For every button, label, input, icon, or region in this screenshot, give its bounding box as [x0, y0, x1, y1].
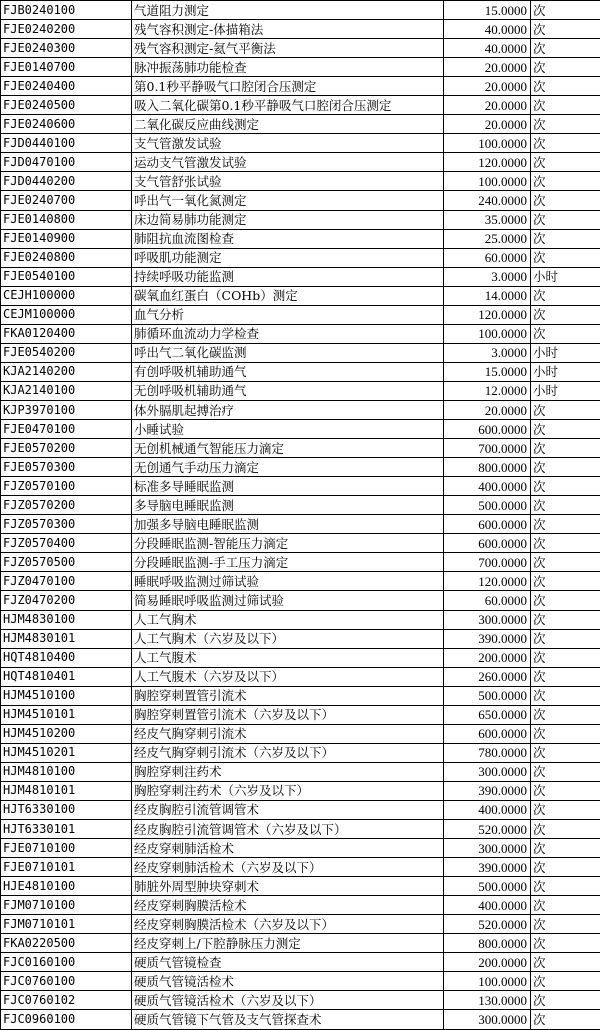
item-unit: 次 — [531, 877, 600, 896]
item-name: 硬质气管镜活检术 — [132, 972, 444, 991]
item-name: 胸腔穿刺置管引流术（六岁及以下） — [132, 705, 444, 724]
item-name: 经皮穿刺上/下腔静脉压力测定 — [132, 934, 444, 953]
item-price: 3.0000 — [444, 267, 531, 286]
item-unit: 次 — [531, 134, 600, 153]
item-unit: 次 — [531, 762, 600, 781]
table-row — [1, 58, 600, 77]
table-row — [1, 77, 600, 96]
item-price: 20.0000 — [444, 77, 531, 96]
item-name: 残气容积测定-氦气平衡法 — [132, 39, 444, 58]
item-code: FJC0760102 — [1, 991, 132, 1010]
item-code: FJM0710100 — [1, 896, 132, 915]
item-code: FJE0140900 — [1, 229, 132, 248]
item-code: KJA2140100 — [1, 381, 132, 400]
item-code: HJT6330101 — [1, 820, 132, 839]
item-unit: 次 — [531, 420, 600, 439]
item-name: 分段睡眠监测-手工压力滴定 — [132, 553, 444, 572]
item-price: 20.0000 — [444, 115, 531, 134]
item-price: 25.0000 — [444, 229, 531, 248]
table-row — [1, 362, 600, 381]
table-row — [1, 343, 600, 362]
table-row — [1, 115, 600, 134]
item-price: 300.0000 — [444, 839, 531, 858]
item-name: 经皮胸腔引流管调管术 — [132, 800, 444, 819]
item-code: FJE0470100 — [1, 420, 132, 439]
item-name: 加强多导脑电睡眠监测 — [132, 515, 444, 534]
table-row — [1, 629, 600, 648]
table-row — [1, 477, 600, 496]
item-price: 120.0000 — [444, 153, 531, 172]
item-name: 肺脏外周型肿块穿刺术 — [132, 877, 444, 896]
item-price: 120.0000 — [444, 305, 531, 324]
item-unit: 次 — [531, 915, 600, 934]
item-unit: 次 — [531, 115, 600, 134]
table-row — [1, 820, 600, 839]
item-name: 气道阻力测定 — [132, 1, 444, 20]
item-name: 经皮气胸穿刺引流术（六岁及以下） — [132, 743, 444, 762]
item-name: 硬质气管镜下气管及支气管探查术 — [132, 1010, 444, 1029]
item-price: 600.0000 — [444, 724, 531, 743]
item-name: 运动支气管激发试验 — [132, 153, 444, 172]
item-code: FJC0960100 — [1, 1010, 132, 1029]
item-unit: 次 — [531, 210, 600, 229]
item-price: 15.0000 — [444, 362, 531, 381]
item-unit: 次 — [531, 77, 600, 96]
table-row — [1, 286, 600, 305]
item-code: HQT4810401 — [1, 667, 132, 686]
item-code: FJE0240800 — [1, 248, 132, 267]
item-code: FJE0240300 — [1, 39, 132, 58]
table-row — [1, 800, 600, 819]
item-unit: 次 — [531, 96, 600, 115]
table-row — [1, 724, 600, 743]
item-name: 硬质气管镜活检术（六岁及以下） — [132, 991, 444, 1010]
item-name: 支气管激发试验 — [132, 134, 444, 153]
item-unit: 次 — [531, 58, 600, 77]
table-row — [1, 400, 600, 419]
item-name: 体外膈肌起搏治疗 — [132, 400, 444, 419]
item-price: 500.0000 — [444, 496, 531, 515]
item-unit: 次 — [531, 610, 600, 629]
item-name: 硬质气管镜检查 — [132, 953, 444, 972]
item-price: 100.0000 — [444, 172, 531, 191]
item-name: 简易睡眠呼吸监测过筛试验 — [132, 591, 444, 610]
item-price: 700.0000 — [444, 439, 531, 458]
item-unit: 次 — [531, 934, 600, 953]
item-code: FJE0710100 — [1, 839, 132, 858]
item-name: 经皮气胸穿刺引流术 — [132, 724, 444, 743]
item-price: 650.0000 — [444, 705, 531, 724]
item-name: 人工气腹术 — [132, 648, 444, 667]
item-name: 多导脑电睡眠监测 — [132, 496, 444, 515]
item-name: 胸腔穿刺注药术（六岁及以下） — [132, 781, 444, 800]
item-unit: 次 — [531, 800, 600, 819]
item-price: 200.0000 — [444, 953, 531, 972]
item-name: 无创通气手动压力滴定 — [132, 458, 444, 477]
item-price: 800.0000 — [444, 458, 531, 477]
item-name: 经皮穿刺胸膜活检术 — [132, 896, 444, 915]
item-unit: 次 — [531, 648, 600, 667]
item-name: 碳氧血红蛋白（COHb）测定 — [132, 286, 444, 305]
item-price: 390.0000 — [444, 781, 531, 800]
item-price: 40.0000 — [444, 39, 531, 58]
item-code: CEJH100000 — [1, 286, 132, 305]
item-unit: 次 — [531, 458, 600, 477]
item-unit: 次 — [531, 858, 600, 877]
item-price: 20.0000 — [444, 58, 531, 77]
table-row — [1, 877, 600, 896]
item-unit: 次 — [531, 1010, 600, 1029]
item-price: 60.0000 — [444, 248, 531, 267]
item-unit: 次 — [531, 743, 600, 762]
item-code: HJM4810101 — [1, 781, 132, 800]
item-code: HJM4810100 — [1, 762, 132, 781]
item-price: 780.0000 — [444, 743, 531, 762]
item-unit: 次 — [531, 153, 600, 172]
item-code: HJM4510101 — [1, 705, 132, 724]
item-unit: 次 — [531, 400, 600, 419]
table-row — [1, 972, 600, 991]
item-price: 60.0000 — [444, 591, 531, 610]
table-row — [1, 39, 600, 58]
item-code: FJZ0570400 — [1, 534, 132, 553]
item-name: 无创机械通气智能压力滴定 — [132, 439, 444, 458]
item-unit: 次 — [531, 172, 600, 191]
item-name: 支气管舒张试验 — [132, 172, 444, 191]
item-code: FJC0160100 — [1, 953, 132, 972]
item-code: FJZ0570100 — [1, 477, 132, 496]
item-code: KJP3970100 — [1, 400, 132, 419]
table-row — [1, 172, 600, 191]
item-name: 床边简易肺功能测定 — [132, 210, 444, 229]
item-unit: 次 — [531, 534, 600, 553]
item-code: FJE0240700 — [1, 191, 132, 210]
item-unit: 次 — [531, 191, 600, 210]
item-price: 300.0000 — [444, 762, 531, 781]
table-row — [1, 915, 600, 934]
item-unit: 次 — [531, 39, 600, 58]
item-code: FJZ0570500 — [1, 553, 132, 572]
item-unit: 小时 — [531, 381, 600, 400]
item-price: 600.0000 — [444, 515, 531, 534]
item-unit: 次 — [531, 820, 600, 839]
item-price: 300.0000 — [444, 1010, 531, 1029]
item-code: HQT4810400 — [1, 648, 132, 667]
item-code: FJE0540200 — [1, 343, 132, 362]
item-code: FKA0120400 — [1, 324, 132, 343]
item-unit: 次 — [531, 991, 600, 1010]
item-price: 260.0000 — [444, 667, 531, 686]
item-code: FJE0140800 — [1, 210, 132, 229]
item-unit: 次 — [531, 324, 600, 343]
fee-table-body — [1, 1, 600, 1030]
item-price: 520.0000 — [444, 915, 531, 934]
item-unit: 次 — [531, 286, 600, 305]
table-row — [1, 515, 600, 534]
item-name: 分段睡眠监测-智能压力滴定 — [132, 534, 444, 553]
item-unit: 次 — [531, 629, 600, 648]
table-row — [1, 420, 600, 439]
item-price: 40.0000 — [444, 20, 531, 39]
item-name: 脉冲振荡肺功能检查 — [132, 58, 444, 77]
item-name: 有创呼吸机辅助通气 — [132, 362, 444, 381]
item-unit: 次 — [531, 781, 600, 800]
item-price: 600.0000 — [444, 534, 531, 553]
table-row — [1, 743, 600, 762]
table-row — [1, 953, 600, 972]
item-price: 500.0000 — [444, 877, 531, 896]
table-row — [1, 610, 600, 629]
item-price: 15.0000 — [444, 1, 531, 20]
item-code: FJE0240600 — [1, 115, 132, 134]
item-name: 经皮胸腔引流管调管术（六岁及以下） — [132, 820, 444, 839]
item-unit: 次 — [531, 896, 600, 915]
item-code: FJE0240500 — [1, 96, 132, 115]
item-code: FJB0240100 — [1, 1, 132, 20]
item-name: 睡眠呼吸监测过筛试验 — [132, 572, 444, 591]
item-code: HJM4830100 — [1, 610, 132, 629]
item-name: 小睡试验 — [132, 420, 444, 439]
table-row — [1, 153, 600, 172]
item-price: 3.0000 — [444, 343, 531, 362]
table-row — [1, 305, 600, 324]
table-row — [1, 191, 600, 210]
item-unit: 次 — [531, 667, 600, 686]
item-price: 600.0000 — [444, 420, 531, 439]
item-price: 400.0000 — [444, 800, 531, 819]
item-code: FJC0760100 — [1, 972, 132, 991]
table-row — [1, 96, 600, 115]
item-unit: 次 — [531, 572, 600, 591]
table-row — [1, 381, 600, 400]
table-row — [1, 705, 600, 724]
table-row — [1, 896, 600, 915]
item-unit: 次 — [531, 515, 600, 534]
table-row — [1, 1010, 600, 1029]
item-unit: 次 — [531, 20, 600, 39]
item-price: 390.0000 — [444, 629, 531, 648]
table-row — [1, 667, 600, 686]
table-row — [1, 267, 600, 286]
item-code: FJZ0570200 — [1, 496, 132, 515]
item-code: FJE0240200 — [1, 20, 132, 39]
item-code: FJZ0470200 — [1, 591, 132, 610]
item-code: FJZ0570300 — [1, 515, 132, 534]
item-name: 人工气胸术 — [132, 610, 444, 629]
item-code: HJM4830101 — [1, 629, 132, 648]
table-row — [1, 648, 600, 667]
item-name: 无创呼吸机辅助通气 — [132, 381, 444, 400]
item-name: 肺循环血流动力学检查 — [132, 324, 444, 343]
table-row — [1, 134, 600, 153]
item-code: FJD0440100 — [1, 134, 132, 153]
item-price: 520.0000 — [444, 820, 531, 839]
item-code: FJE0540100 — [1, 267, 132, 286]
item-name: 经皮穿刺肺活检术（六岁及以下） — [132, 858, 444, 877]
item-name: 呼出气一氧化氮测定 — [132, 191, 444, 210]
item-name: 第0.1秒平静吸气口腔闭合压测定 — [132, 77, 444, 96]
item-unit: 次 — [531, 1, 600, 20]
table-row — [1, 229, 600, 248]
item-price: 400.0000 — [444, 477, 531, 496]
item-price: 300.0000 — [444, 610, 531, 629]
table-row — [1, 858, 600, 877]
item-price: 20.0000 — [444, 96, 531, 115]
item-price: 100.0000 — [444, 324, 531, 343]
table-row — [1, 934, 600, 953]
item-code: KJA2140200 — [1, 362, 132, 381]
table-row — [1, 458, 600, 477]
item-unit: 次 — [531, 229, 600, 248]
item-code: FJE0570300 — [1, 458, 132, 477]
table-row — [1, 324, 600, 343]
table-row — [1, 686, 600, 705]
table-row — [1, 496, 600, 515]
item-name: 标准多导睡眠监测 — [132, 477, 444, 496]
item-code: FJE0140700 — [1, 58, 132, 77]
item-name: 人工气腹术（六岁及以下） — [132, 667, 444, 686]
item-code: FKA0220500 — [1, 934, 132, 953]
item-code: FJZ0470100 — [1, 572, 132, 591]
item-price: 100.0000 — [444, 134, 531, 153]
item-unit: 小时 — [531, 343, 600, 362]
item-unit: 次 — [531, 553, 600, 572]
item-name: 经皮穿刺胸膜活检术（六岁及以下） — [132, 915, 444, 934]
table-row — [1, 534, 600, 553]
item-price: 200.0000 — [444, 648, 531, 667]
item-code: FJE0710101 — [1, 858, 132, 877]
item-code: HJM4510200 — [1, 724, 132, 743]
item-name: 经皮穿刺肺活检术 — [132, 839, 444, 858]
item-code: HJM4510201 — [1, 743, 132, 762]
item-unit: 次 — [531, 477, 600, 496]
item-code: FJD0470100 — [1, 153, 132, 172]
item-code: FJM0710101 — [1, 915, 132, 934]
item-price: 800.0000 — [444, 934, 531, 953]
item-code: HJM4510100 — [1, 686, 132, 705]
item-code: CEJM100000 — [1, 305, 132, 324]
item-code: FJD0440200 — [1, 172, 132, 191]
table-row — [1, 591, 600, 610]
item-unit: 次 — [531, 248, 600, 267]
item-name: 呼吸肌功能测定 — [132, 248, 444, 267]
item-price: 130.0000 — [444, 991, 531, 1010]
table-row — [1, 248, 600, 267]
item-unit: 次 — [531, 305, 600, 324]
item-price: 35.0000 — [444, 210, 531, 229]
item-name: 二氧化碳反应曲线测定 — [132, 115, 444, 134]
item-name: 呼出气二氧化碳监测 — [132, 343, 444, 362]
table-row — [1, 762, 600, 781]
item-name: 肺阻抗血流图检查 — [132, 229, 444, 248]
item-unit: 次 — [531, 439, 600, 458]
item-name: 血气分析 — [132, 305, 444, 324]
item-code: FJE0240400 — [1, 77, 132, 96]
item-unit: 次 — [531, 591, 600, 610]
item-price: 390.0000 — [444, 858, 531, 877]
item-unit: 次 — [531, 686, 600, 705]
item-code: HJE4810100 — [1, 877, 132, 896]
item-price: 700.0000 — [444, 553, 531, 572]
item-unit: 次 — [531, 496, 600, 515]
item-unit: 次 — [531, 839, 600, 858]
item-code: FJE0570200 — [1, 439, 132, 458]
table-row — [1, 1, 600, 20]
item-code: HJT6330100 — [1, 800, 132, 819]
item-unit: 次 — [531, 972, 600, 991]
table-row — [1, 839, 600, 858]
item-price: 14.0000 — [444, 286, 531, 305]
item-unit: 次 — [531, 953, 600, 972]
table-row — [1, 991, 600, 1010]
item-unit: 小时 — [531, 362, 600, 381]
item-price: 20.0000 — [444, 400, 531, 419]
item-name: 人工气胸术（六岁及以下） — [132, 629, 444, 648]
item-price: 240.0000 — [444, 191, 531, 210]
item-unit: 小时 — [531, 267, 600, 286]
item-name: 持续呼吸功能监测 — [132, 267, 444, 286]
table-row — [1, 439, 600, 458]
item-name: 胸腔穿刺置管引流术 — [132, 686, 444, 705]
item-unit: 次 — [531, 705, 600, 724]
item-name: 吸入二氧化碳第0.1秒平静吸气口腔闭合压测定 — [132, 96, 444, 115]
item-name: 残气容积测定-体描箱法 — [132, 20, 444, 39]
item-price: 100.0000 — [444, 972, 531, 991]
table-row — [1, 210, 600, 229]
item-price: 12.0000 — [444, 381, 531, 400]
item-unit: 次 — [531, 724, 600, 743]
table-row — [1, 781, 600, 800]
table-row — [1, 572, 600, 591]
table-row — [1, 553, 600, 572]
item-price: 400.0000 — [444, 896, 531, 915]
item-price: 500.0000 — [444, 686, 531, 705]
table-row — [1, 20, 600, 39]
item-price: 120.0000 — [444, 572, 531, 591]
item-name: 胸腔穿刺注药术 — [132, 762, 444, 781]
